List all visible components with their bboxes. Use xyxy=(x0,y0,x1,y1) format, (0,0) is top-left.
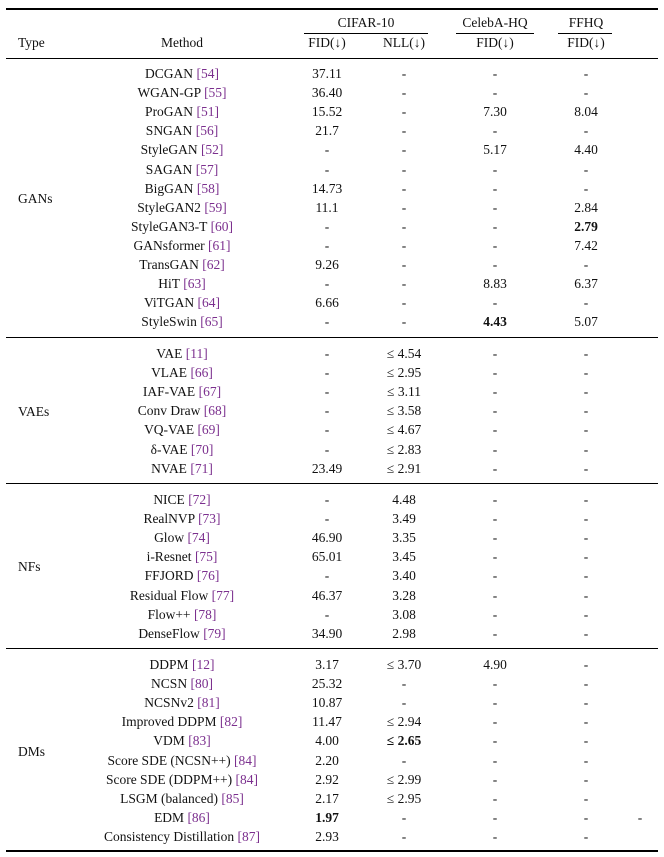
value-cell: 6.66 xyxy=(315,295,339,311)
value-cell: - xyxy=(324,276,330,292)
method-cell xyxy=(154,809,210,826)
value-cell: - xyxy=(583,123,589,139)
method-name: Residual Flow xyxy=(129,587,209,603)
value-cell: 7.30 xyxy=(483,104,507,120)
method-cell xyxy=(133,237,230,254)
value-cell: 23.49 xyxy=(311,460,343,476)
method-name: VAE xyxy=(156,346,183,361)
method-cell xyxy=(138,402,227,419)
citation-link[interactable]: [51] xyxy=(196,104,219,120)
method-cell xyxy=(146,161,218,178)
value-cell: - xyxy=(583,66,589,81)
method-name: ProGAN xyxy=(145,104,194,120)
method-name: FFJORD xyxy=(144,568,194,584)
value-cell: - xyxy=(324,365,330,381)
value-cell: - xyxy=(401,66,407,81)
value-cell: - xyxy=(583,492,589,507)
value-cell: - xyxy=(492,460,498,476)
citation-link[interactable]: [84] xyxy=(235,771,259,787)
value-cell: - xyxy=(401,314,407,330)
method-cell xyxy=(145,180,220,197)
value-cell: 46.37 xyxy=(311,587,343,603)
method-name: StyleSwin xyxy=(141,314,197,330)
value-cell: - xyxy=(583,460,589,476)
value-cell: - xyxy=(401,180,407,196)
method-name: ViTGAN xyxy=(143,295,195,311)
method-name: WGAN-GP xyxy=(137,85,201,101)
citation-link[interactable]: [79] xyxy=(203,625,226,641)
value-cell: 6.37 xyxy=(574,276,598,292)
value-cell: 46.90 xyxy=(311,530,343,546)
header-celeba-fid: FID(↓) xyxy=(476,35,514,50)
value-cell: - xyxy=(583,511,589,527)
citation-link[interactable]: [86] xyxy=(187,809,210,825)
method-cell xyxy=(146,122,218,139)
value-cell: 36.40 xyxy=(311,85,343,101)
citation-link[interactable]: [84] xyxy=(234,752,257,768)
method-cell xyxy=(143,383,221,400)
value-cell: - xyxy=(583,752,589,768)
value-cell: - xyxy=(492,587,498,603)
value-cell: - xyxy=(583,606,589,622)
method-cell xyxy=(131,218,233,235)
value-cell: 4.90 xyxy=(483,657,507,672)
citation-link[interactable]: [72] xyxy=(188,492,211,507)
header-ffhq: FFHQ xyxy=(568,15,604,30)
citation-link[interactable]: [62] xyxy=(202,257,225,272)
header-cifar-nll: NLL(↓) xyxy=(383,35,425,50)
citation-link[interactable]: [69] xyxy=(197,422,220,438)
value-cell: 5.17 xyxy=(483,142,507,158)
value-cell: - xyxy=(492,365,498,381)
citation-link[interactable]: [12] xyxy=(191,657,215,672)
citation-link[interactable]: [73] xyxy=(198,511,221,527)
value-cell: - xyxy=(324,161,330,177)
citation-link[interactable]: [74] xyxy=(187,530,210,546)
method-cell xyxy=(144,294,220,311)
value-cell: 65.01 xyxy=(311,549,343,565)
value-cell: - xyxy=(583,771,589,787)
citation-link[interactable]: [65] xyxy=(200,314,223,330)
value-cell: - xyxy=(583,549,589,565)
value-cell: - xyxy=(492,218,498,234)
value-cell: 14.73 xyxy=(311,180,343,196)
value-cell: - xyxy=(492,492,498,507)
method-name: StyleGAN2 xyxy=(137,199,201,215)
value-cell: - xyxy=(583,403,589,419)
value-cell: - xyxy=(401,123,407,139)
value-cell: - xyxy=(324,346,330,361)
method-cell xyxy=(122,713,243,730)
value-cell: - xyxy=(583,733,589,749)
value-cell: - xyxy=(401,237,407,253)
value-cell: - xyxy=(324,492,330,507)
method-cell xyxy=(107,752,256,769)
value-cell: - xyxy=(401,257,407,272)
value-cell: - xyxy=(583,657,589,672)
value-cell: - xyxy=(492,606,498,622)
value-cell: ≤ 2.95 xyxy=(386,365,422,381)
method-name: VDM xyxy=(153,733,185,749)
value-cell: - xyxy=(583,790,589,806)
value-cell: - xyxy=(401,104,407,120)
value-cell: - xyxy=(492,530,498,546)
citation-link[interactable]: [63] xyxy=(183,276,206,292)
section-rule xyxy=(6,648,658,649)
method-cell xyxy=(144,694,219,711)
method-name: SNGAN xyxy=(145,123,193,139)
value-cell: 9.26 xyxy=(315,257,339,272)
citation-link[interactable]: [52] xyxy=(200,142,224,158)
value-cell: - xyxy=(492,384,498,400)
method-name: i-Resnet xyxy=(146,549,192,565)
value-cell: - xyxy=(583,384,589,400)
value-cell: ≤ 2.83 xyxy=(386,441,422,457)
method-cell xyxy=(130,587,234,604)
value-cell: - xyxy=(492,161,498,177)
method-name: VLAE xyxy=(151,365,188,381)
value-cell: - xyxy=(492,809,498,825)
value-cell: 3.40 xyxy=(392,568,416,584)
top-rule xyxy=(6,8,658,10)
value-cell: 4.43 xyxy=(483,314,507,330)
citation-link[interactable]: [78] xyxy=(193,606,217,622)
method-name: NCSNv2 xyxy=(144,695,194,711)
value-cell: - xyxy=(492,549,498,565)
value-cell: 4.00 xyxy=(315,733,339,749)
method-cell xyxy=(141,313,222,330)
value-cell: - xyxy=(492,180,498,196)
value-cell: - xyxy=(492,123,498,139)
value-cell: - xyxy=(401,676,407,692)
value-cell: - xyxy=(324,142,330,158)
header-cifar-fid: FID(↓) xyxy=(308,35,346,50)
value-cell: - xyxy=(492,828,498,844)
method-name: Consistency Distillation xyxy=(104,828,235,844)
value-cell: 4.48 xyxy=(392,492,416,507)
value-cell: - xyxy=(583,295,589,311)
method-cell xyxy=(137,84,226,101)
value-cell: ≤ 2.91 xyxy=(386,460,422,476)
method-name: StyleGAN xyxy=(140,142,198,158)
bottom-rule xyxy=(6,850,658,852)
value-cell: 11.1 xyxy=(315,199,339,215)
method-name: HiT xyxy=(158,276,180,292)
value-cell: - xyxy=(583,530,589,546)
value-cell: 7.42 xyxy=(574,237,598,253)
citation-link[interactable]: [56] xyxy=(195,123,219,139)
value-cell: - xyxy=(401,142,407,158)
method-name: DenseFlow xyxy=(138,625,200,641)
value-cell: - xyxy=(583,828,589,844)
value-cell: - xyxy=(583,441,589,457)
method-name: NVAE xyxy=(151,460,187,476)
value-cell: 2.84 xyxy=(574,199,598,215)
value-cell: - xyxy=(492,733,498,749)
value-cell: 2.92 xyxy=(315,771,339,787)
method-name: StyleGAN3-T xyxy=(130,218,208,234)
value-cell: ≤ 4.67 xyxy=(386,422,422,438)
extra-cell: - xyxy=(637,809,643,825)
value-cell: - xyxy=(492,695,498,711)
method-name: δ-VAE xyxy=(150,441,188,457)
type-label-gans: GANs xyxy=(18,190,53,206)
value-cell: - xyxy=(324,441,330,457)
value-cell: - xyxy=(492,257,498,272)
method-name: Conv Draw xyxy=(137,403,201,419)
method-name: LSGM (balanced) xyxy=(120,790,218,806)
value-cell: 2.98 xyxy=(392,625,416,641)
citation-link[interactable]: [76] xyxy=(196,568,220,584)
citation-link[interactable]: [85] xyxy=(221,790,244,806)
citation-link[interactable]: [66] xyxy=(190,365,213,381)
method-cell xyxy=(148,606,217,623)
value-cell: - xyxy=(401,199,407,215)
method-cell xyxy=(153,491,210,508)
method-cell xyxy=(145,65,219,82)
method-cell xyxy=(104,828,260,845)
type-label-nfs: NFs xyxy=(18,559,41,575)
value-cell: - xyxy=(401,218,407,234)
value-cell: 10.87 xyxy=(311,695,343,711)
value-cell: - xyxy=(583,85,589,101)
value-cell: 25.32 xyxy=(311,676,343,692)
header-method: Method xyxy=(161,35,203,50)
value-cell: ≤ 3.58 xyxy=(386,403,422,419)
value-cell: 37.11 xyxy=(312,66,342,81)
method-name: Glow xyxy=(154,530,185,546)
method-cell xyxy=(151,675,213,692)
value-cell: - xyxy=(583,346,589,361)
type-label-vaes: VAEs xyxy=(18,403,50,419)
method-cell xyxy=(153,732,210,749)
method-cell xyxy=(144,421,220,438)
method-cell xyxy=(145,103,219,120)
value-cell: - xyxy=(492,199,498,215)
value-cell: - xyxy=(401,161,407,177)
citation-link[interactable]: [64] xyxy=(197,295,221,311)
method-cell xyxy=(138,625,225,642)
value-cell: ≤ 2.99 xyxy=(386,771,422,787)
citation-link[interactable]: [77] xyxy=(211,587,235,603)
method-cell xyxy=(106,771,258,788)
method-cell xyxy=(141,141,224,158)
citation-link[interactable]: [58] xyxy=(196,180,220,196)
method-cell xyxy=(143,510,220,527)
citation-link[interactable]: [82] xyxy=(219,714,243,730)
value-cell: - xyxy=(324,314,330,330)
citation-link[interactable]: [68] xyxy=(203,403,227,419)
value-cell: 21.7 xyxy=(315,123,339,139)
value-cell: - xyxy=(583,625,589,641)
value-cell: - xyxy=(492,752,498,768)
value-cell: - xyxy=(401,809,407,825)
value-cell: - xyxy=(324,384,330,400)
method-cell xyxy=(156,345,207,362)
value-cell: 3.45 xyxy=(392,549,416,565)
citation-link[interactable]: [75] xyxy=(194,549,218,565)
method-name: DCGAN xyxy=(145,66,194,81)
value-cell: - xyxy=(492,441,498,457)
value-cell: ≤ 3.70 xyxy=(386,657,422,672)
method-cell xyxy=(150,656,215,673)
value-cell: - xyxy=(583,587,589,603)
value-cell: ≤ 2.94 xyxy=(386,714,422,730)
value-cell: ≤ 2.95 xyxy=(386,790,422,806)
value-cell: 8.83 xyxy=(483,276,507,292)
value-cell: - xyxy=(492,771,498,787)
header-rule xyxy=(6,58,658,59)
value-cell: - xyxy=(583,422,589,438)
citation-link[interactable]: [60] xyxy=(210,218,234,234)
value-cell: - xyxy=(492,568,498,584)
value-cell: 3.17 xyxy=(315,657,339,672)
value-cell: 11.47 xyxy=(312,714,342,730)
method-cell xyxy=(154,529,210,546)
method-cell xyxy=(151,460,213,477)
value-cell: - xyxy=(492,237,498,253)
value-cell: - xyxy=(492,676,498,692)
citation-link[interactable]: [83] xyxy=(188,733,211,749)
citation-link[interactable]: [71] xyxy=(190,460,213,476)
citation-link[interactable]: [55] xyxy=(204,85,227,101)
value-cell: - xyxy=(401,276,407,292)
value-cell: - xyxy=(324,606,330,622)
value-cell: - xyxy=(324,511,330,527)
value-cell: - xyxy=(492,790,498,806)
method-cell xyxy=(137,199,227,216)
method-name: Improved DDPM xyxy=(121,714,217,730)
value-cell: - xyxy=(492,511,498,527)
value-cell: - xyxy=(401,85,407,101)
value-cell: - xyxy=(324,218,330,234)
method-name: Score SDE (DDPM++) xyxy=(105,771,233,787)
method-name: SAGAN xyxy=(145,161,193,177)
value-cell: 3.35 xyxy=(392,530,416,546)
value-cell: 3.08 xyxy=(392,606,416,622)
citation-link[interactable]: [81] xyxy=(197,695,220,711)
method-cell xyxy=(158,275,205,292)
value-cell: - xyxy=(401,695,407,711)
header-ffhq-fid: FID(↓) xyxy=(567,35,605,50)
value-cell: - xyxy=(583,161,589,177)
value-cell: - xyxy=(492,346,498,361)
method-name: GANsformer xyxy=(133,237,205,253)
value-cell: - xyxy=(583,180,589,196)
value-cell: 4.40 xyxy=(574,142,598,158)
value-cell: - xyxy=(492,714,498,730)
value-cell: - xyxy=(324,403,330,419)
header-type: Type xyxy=(18,35,45,50)
citation-link[interactable]: [70] xyxy=(190,441,214,457)
value-cell: - xyxy=(492,403,498,419)
section-rule xyxy=(6,483,658,484)
value-cell: - xyxy=(324,237,330,253)
header-celebahq: CelebA-HQ xyxy=(462,15,528,30)
citation-link[interactable]: [11] xyxy=(185,346,208,361)
method-name: BigGAN xyxy=(144,180,194,196)
value-cell: - xyxy=(492,625,498,641)
value-cell: 2.17 xyxy=(315,790,339,806)
citation-link[interactable]: [57] xyxy=(195,161,219,177)
section-rule xyxy=(6,337,658,338)
citation-link[interactable]: [67] xyxy=(198,384,222,400)
method-cell xyxy=(147,548,218,565)
method-cell xyxy=(139,256,224,273)
value-cell: - xyxy=(324,568,330,584)
value-cell: - xyxy=(583,714,589,730)
value-cell: - xyxy=(401,295,407,311)
value-cell: 3.28 xyxy=(392,587,416,603)
value-cell: - xyxy=(492,85,498,101)
citation-link[interactable]: [61] xyxy=(208,237,231,253)
value-cell: ≤ 4.54 xyxy=(386,346,422,361)
citation-link[interactable]: [54] xyxy=(196,66,219,81)
citation-link[interactable]: [87] xyxy=(237,828,260,844)
value-cell: ≤ 3.11 xyxy=(387,384,421,400)
method-cell xyxy=(151,441,214,458)
method-name: TransGAN xyxy=(139,257,199,272)
value-cell: - xyxy=(583,365,589,381)
method-name: RealNVP xyxy=(143,511,195,527)
value-cell: - xyxy=(583,568,589,584)
value-cell: 2.93 xyxy=(315,828,339,844)
value-cell: 1.97 xyxy=(315,809,339,825)
method-name: Score SDE (NCSN++) xyxy=(107,752,231,768)
value-cell: 2.20 xyxy=(315,752,339,768)
method-name: VQ-VAE xyxy=(144,422,195,438)
type-label-dms: DMs xyxy=(18,743,46,759)
method-cell xyxy=(145,567,220,584)
value-cell: 34.90 xyxy=(311,625,343,641)
value-cell: - xyxy=(401,752,407,768)
method-name: IAF-VAE xyxy=(142,384,196,400)
value-cell: - xyxy=(583,676,589,692)
value-cell: - xyxy=(401,828,407,844)
value-cell: ≤ 2.65 xyxy=(386,733,422,749)
method-cell xyxy=(120,790,244,807)
value-cell: 15.52 xyxy=(311,104,343,120)
value-cell: - xyxy=(583,257,589,272)
method-name: DDPM xyxy=(149,657,189,672)
method-name: EDM xyxy=(154,809,185,825)
header-cifar10: CIFAR-10 xyxy=(337,15,395,30)
value-cell: 8.04 xyxy=(574,104,598,120)
value-cell: 2.79 xyxy=(574,218,598,234)
citation-link[interactable]: [59] xyxy=(204,199,227,215)
value-cell: - xyxy=(324,422,330,438)
value-cell: 3.49 xyxy=(392,511,416,527)
method-cell xyxy=(151,364,213,381)
value-cell: - xyxy=(492,422,498,438)
value-cell: - xyxy=(583,809,589,825)
citation-link[interactable]: [80] xyxy=(190,676,213,692)
value-cell: 5.07 xyxy=(574,314,598,330)
method-name: Flow++ xyxy=(147,606,191,622)
method-name: NICE xyxy=(153,492,185,507)
value-cell: - xyxy=(492,66,498,81)
method-name: NCSN xyxy=(151,676,188,692)
value-cell: - xyxy=(583,695,589,711)
value-cell: - xyxy=(492,295,498,311)
